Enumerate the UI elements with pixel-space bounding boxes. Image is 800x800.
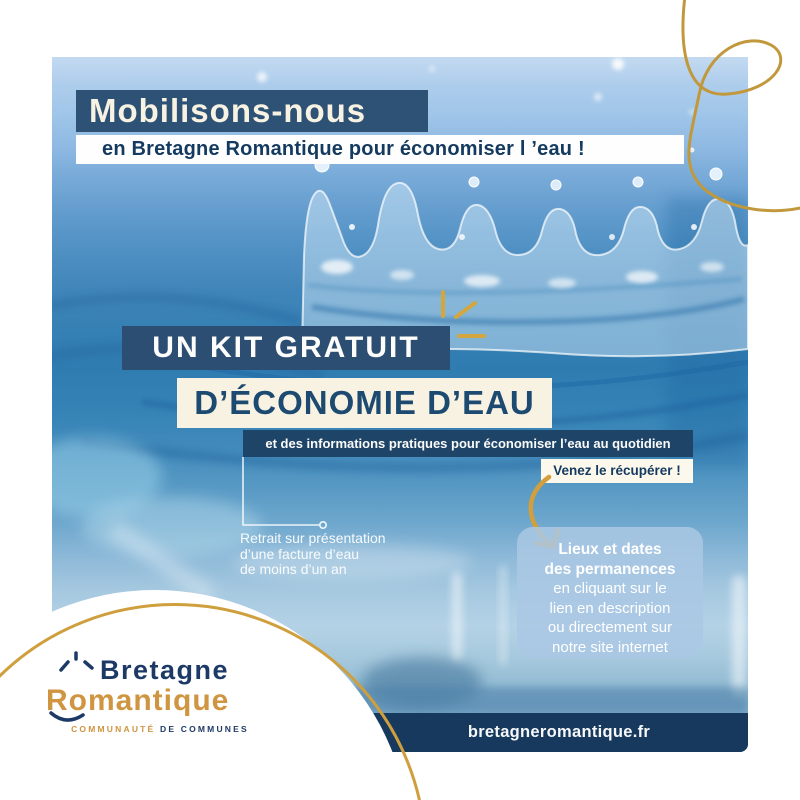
poster-title: Mobilisons-nous <box>76 90 428 132</box>
pickup-conditions-line: Retrait sur présentation <box>240 530 386 546</box>
logo-tagline-de-communes: DE COMMUNES <box>159 724 249 734</box>
permanences-panel <box>517 527 703 658</box>
logo-tagline <box>52 724 268 734</box>
pickup-label: Venez le récupérer ! <box>541 459 693 483</box>
sun-rays-icon <box>54 650 100 678</box>
panel-line: notre site internet <box>552 638 668 656</box>
panel-line: en cliquant sur le <box>553 580 667 597</box>
kit-headline-line2: D’ÉCONOMIE D’EAU <box>177 378 552 428</box>
website-url[interactable]: bretagneromantique.fr <box>370 713 748 752</box>
logo-tagline-communaute: COMMUNAUTÉ <box>71 724 156 734</box>
poster-subtitle: en Bretagne Romantique pour économiser l ’eau ! <box>76 135 684 164</box>
panel-line: ou directement sur <box>547 619 673 636</box>
panel-line: lien en description <box>549 599 671 617</box>
panel-line-bold: des permanences <box>544 560 676 578</box>
logo-word-romantique: Romantique <box>46 684 230 717</box>
callout-line-icon <box>233 455 333 535</box>
kit-details-bar: et des informations pratiques pour économiser l’eau au quotidien <box>243 430 693 457</box>
pickup-conditions-line: d’une facture d’eau <box>240 545 360 562</box>
logo-word-bretagne: Bretagne <box>100 655 230 685</box>
pickup-conditions-line: de moins d’un an <box>240 561 347 577</box>
panel-line-bold: Lieux et dates <box>558 541 662 558</box>
pickup-conditions <box>240 531 430 578</box>
kit-headline-line1: UN KIT GRATUIT <box>122 326 450 370</box>
